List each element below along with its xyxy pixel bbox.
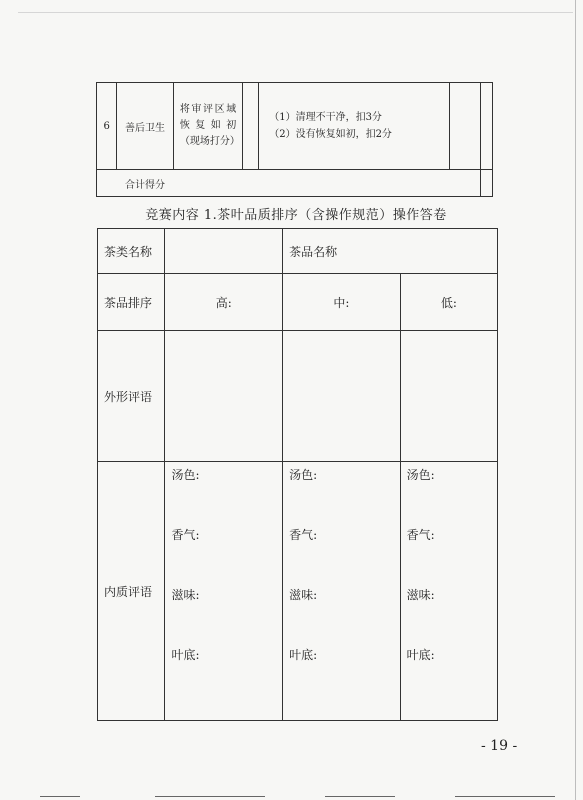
soup-color-label: 汤色: (406, 468, 435, 482)
inner-comment-3 (400, 462, 497, 721)
page-number: - 19 - (481, 738, 518, 754)
scan-artifact (455, 796, 555, 797)
taste-label: 滋味: (406, 588, 435, 602)
tea-name-label: 茶品名称 (283, 229, 498, 274)
scan-artifact (40, 796, 80, 797)
soup-color-label: 汤色: (171, 468, 200, 482)
scan-artifact (325, 796, 395, 797)
scoring-table (96, 82, 493, 197)
inner-comment-2 (283, 462, 401, 721)
deduction-rule: （1）清理不干净，扣3分 (269, 112, 382, 123)
tea-type-value (165, 229, 283, 274)
deduction-rules (259, 83, 450, 170)
total-label: 合计得分 (97, 170, 481, 197)
row-number: 6 (97, 83, 117, 170)
taste-label: 滋味: (289, 588, 318, 602)
shape-label: 外形评语 (98, 331, 165, 462)
rank-low: 低: (400, 274, 497, 331)
aroma-label: 香气: (171, 528, 200, 542)
rank-mid: 中: (283, 274, 401, 331)
shape-comment-1 (165, 331, 283, 462)
section-caption: 竞赛内容 1.茶叶品质排序（含操作规范）操作答卷 (145, 208, 447, 223)
rank-high: 高: (165, 274, 283, 331)
ranking-label: 茶品排序 (98, 274, 165, 331)
standard-text: 将审评区域恢复如初（现场打分） (173, 83, 242, 170)
scan-artifact (155, 796, 265, 797)
inner-label: 内质评语 (98, 462, 165, 721)
item-name: 善后卫生 (117, 83, 174, 170)
total-score-cell (481, 170, 493, 197)
leaf-base-label: 叶底: (289, 648, 318, 662)
inner-comment-1 (165, 462, 283, 721)
shape-comment-3 (400, 331, 497, 462)
empty-cell (481, 83, 493, 170)
empty-cell (243, 83, 259, 170)
page-edge (18, 12, 573, 13)
aroma-label: 香气: (406, 528, 435, 542)
leaf-base-label: 叶底: (406, 648, 435, 662)
deduction-rule: （2）没有恢复如初，扣2分 (269, 129, 392, 140)
binding-line (575, 0, 576, 800)
aroma-label: 香气: (289, 528, 318, 542)
leaf-base-label: 叶底: (171, 648, 200, 662)
score-cell (450, 83, 481, 170)
soup-color-label: 汤色: (289, 468, 318, 482)
taste-label: 滋味: (171, 588, 200, 602)
shape-comment-2 (283, 331, 401, 462)
tea-type-label: 茶类名称 (98, 229, 165, 274)
answer-sheet-table (97, 228, 498, 721)
